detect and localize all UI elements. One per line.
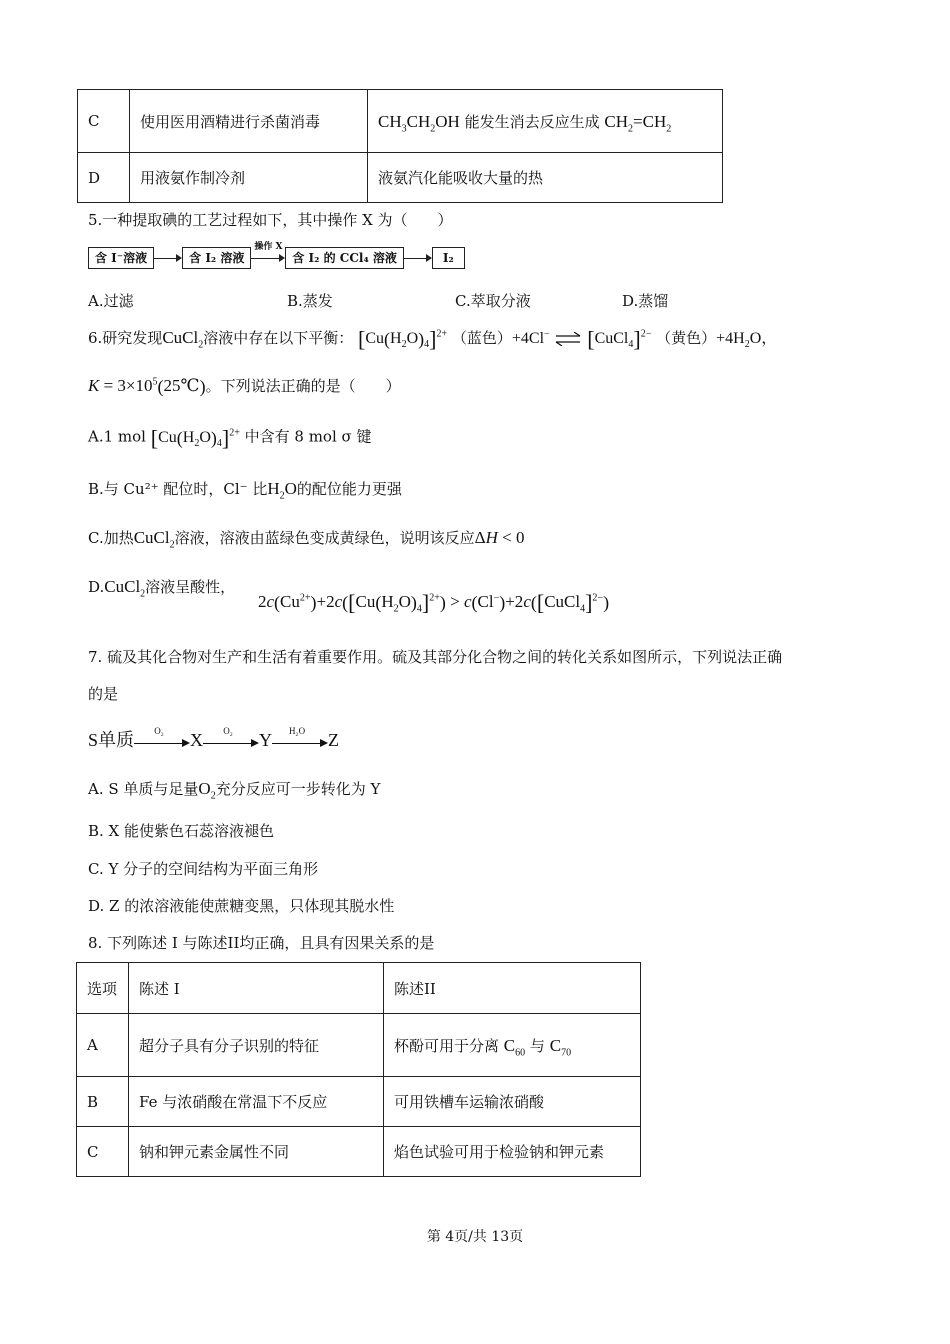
flow-arrow-icon <box>404 251 432 265</box>
q6-opt-b-a: B.与 Cu²⁺ 配位时，Cl⁻ 比 <box>88 480 268 498</box>
header-option: 选项 <box>77 963 129 1014</box>
table-row <box>77 1127 641 1177</box>
option-cell: C <box>78 90 130 153</box>
q7-opt-a-b: 充分反应可一步转化为 Y <box>215 780 381 798</box>
flow-arrow-icon <box>154 251 182 265</box>
iodine-process-flow <box>88 242 465 270</box>
q6-opt-c-a: C.加热 <box>88 529 134 547</box>
q6-opt-a-pre: A.1 mol <box>88 427 146 446</box>
header-s2: 陈述II <box>384 963 641 1014</box>
chain-x: X <box>190 730 204 750</box>
q6-yellow-label: （黄色） <box>656 329 717 347</box>
q8-table <box>76 962 641 1177</box>
option-cell: C <box>77 1127 129 1177</box>
q5-option-a: A.过滤 <box>88 292 134 310</box>
statement1-cell: 用液氨作制冷剂 <box>130 153 368 203</box>
statement2-cell: 液氨汽化能吸收大量的热 <box>368 153 723 203</box>
sulfur-conversion-chain <box>88 726 339 752</box>
option-cell: B <box>77 1077 129 1127</box>
flow-arrow-label: 操作 X <box>254 242 283 252</box>
q6-opt-a-post: 中含有 8 mol σ 键 <box>244 427 372 446</box>
flow-arrow-icon <box>251 242 285 265</box>
table-row <box>78 153 723 203</box>
q6-stem-b: 溶液中存在以下平衡： <box>203 329 354 347</box>
q6-stem-a: 6.研究发现 <box>88 329 163 347</box>
reagent-label: O₂ <box>154 725 164 736</box>
chain-y: Y <box>259 730 273 750</box>
top-table <box>77 89 723 203</box>
s1-cell: Fe 与浓硝酸在常温下不反应 <box>129 1077 384 1127</box>
ethanol-formula: $CH_3CH_2OH$ <box>378 111 460 134</box>
table-row <box>77 1014 641 1077</box>
header-s1: 陈述 I <box>129 963 384 1014</box>
q6-stem-line2: $K = 3\times 10^5(25℃)$。下列说法正确的是（ ） <box>88 376 401 397</box>
table-row <box>78 90 723 153</box>
q7-stem-line2: 的是 <box>88 685 119 703</box>
page-footer: 第 4页/共 13页 <box>426 1229 524 1245</box>
q6-blue-label: （蓝色） <box>451 329 512 347</box>
q6-k-tail: 。下列说法正确的是（ ） <box>205 377 401 395</box>
q6-opt-b-b: 的配位能力更强 <box>296 480 402 498</box>
reaction-arrow-icon <box>134 725 190 750</box>
statement1-cell: 使用医用酒精进行杀菌消毒 <box>130 90 368 153</box>
ethylene-formula: $CH_2=CH_2$ <box>604 111 672 134</box>
flow-box-2: 含 I₂ 溶液 <box>182 247 251 269</box>
q6-option-d-expression: $2c(Cu^{2+})+2c([Cu(H_2O)_4]^{2+})$ > c(Cl−)+2c([CuCl$_4$]$^{2-}$) <box>258 590 610 615</box>
q6-stem-line1: 6.研究发现CuCl$_2$溶液中存在以下平衡： $[Cu(H_2O)_4]^{2+}$ （蓝色）+4Cl− [CuCl$_4$]$^{2-}$ （黄色）$+4H_2O$， <box>88 326 778 352</box>
q6-option-c: C.加热CuCl$_2$溶液，溶液由蓝绿色变成黄绿色，说明该反应ΔH < 0 <box>88 528 525 551</box>
reaction-arrow-icon <box>272 725 328 750</box>
s1-cell: 超分子具有分子识别的特征 <box>129 1014 384 1077</box>
chain-s: S单质 <box>88 730 135 750</box>
q5-option-d: D.蒸馏 <box>622 292 669 310</box>
q5-option-c: C.萃取分液 <box>455 292 531 310</box>
flow-box-4: I₂ <box>432 247 465 269</box>
equilibrium-arrow-icon <box>554 332 582 346</box>
q7-option-a: A. S 单质与足量$O_2$充分反应可一步转化为 Y <box>88 779 381 802</box>
q6-option-b: B.与 Cu²⁺ 配位时，Cl⁻ 比$H_2O$的配位能力更强 <box>88 479 402 502</box>
reaction-arrow-icon <box>203 725 259 750</box>
q7-stem-line1: 7. 硫及其化合物对生产和生活有着重要作用。硫及其部分化合物之间的转化关系如图所示，下列说法正确 <box>88 648 783 666</box>
s1-cell: 钠和钾元素金属性不同 <box>129 1127 384 1177</box>
reagent-label: O₂ <box>223 725 233 736</box>
option-cell: D <box>78 153 130 203</box>
q6-opt-c-b: 溶液，溶液由蓝绿色变成黄绿色，说明该反应 <box>174 529 475 547</box>
reagent-label: H₂O <box>288 725 306 736</box>
statement2-text: 能发生消去反应生成 <box>464 112 600 131</box>
flow-box-3: 含 I₂ 的 CCl₄ 溶液 <box>285 247 404 269</box>
q7-option-d: D. Z 的浓溶液能使蔗糖变黑，只体现其脱水性 <box>88 897 395 915</box>
option-cell: A <box>77 1014 129 1077</box>
s2-text-a: 杯酚可用于分离 <box>394 1036 500 1055</box>
q5-option-b: B.蒸发 <box>287 292 333 310</box>
table-row <box>77 1077 641 1127</box>
q7-option-c: C. Y 分子的空间结构为平面三角形 <box>88 860 319 878</box>
flow-box-1: 含 I⁻溶液 <box>88 247 154 269</box>
s2-cell: 杯酚可用于分离 $C_{60}$ 与 $C_{70}$ <box>384 1014 641 1077</box>
q7-option-b: B. X 能使紫色石蕊溶液褪色 <box>88 822 275 840</box>
chain-z: Z <box>328 730 340 750</box>
q8-stem: 8. 下列陈述 I 与陈述II均正确，且具有因果关系的是 <box>88 934 435 952</box>
table-header-row <box>77 963 641 1014</box>
q5-stem: 5.一种提取碘的工艺过程如下，其中操作 X 为（ ） <box>88 211 453 229</box>
q6-option-d: D.CuCl$_2$溶液呈酸性， <box>88 577 236 600</box>
q6-option-a: A.1 mol $[Cu(H_2O)_4]^{2+}$ 中含有 8 mol σ 键 <box>88 425 372 450</box>
s2-cell: 可用铁槽车运输浓硝酸 <box>384 1077 641 1127</box>
s2-cell: 焰色试验可用于检验钠和钾元素 <box>384 1127 641 1177</box>
statement2-cell <box>368 90 723 153</box>
q7-opt-a-a: A. S 单质与足量 <box>88 780 199 798</box>
q6-opt-d-a: D. <box>88 578 105 596</box>
s2-text-b: 与 <box>529 1036 545 1055</box>
q6-opt-d-b: 溶液呈酸性， <box>145 578 236 596</box>
